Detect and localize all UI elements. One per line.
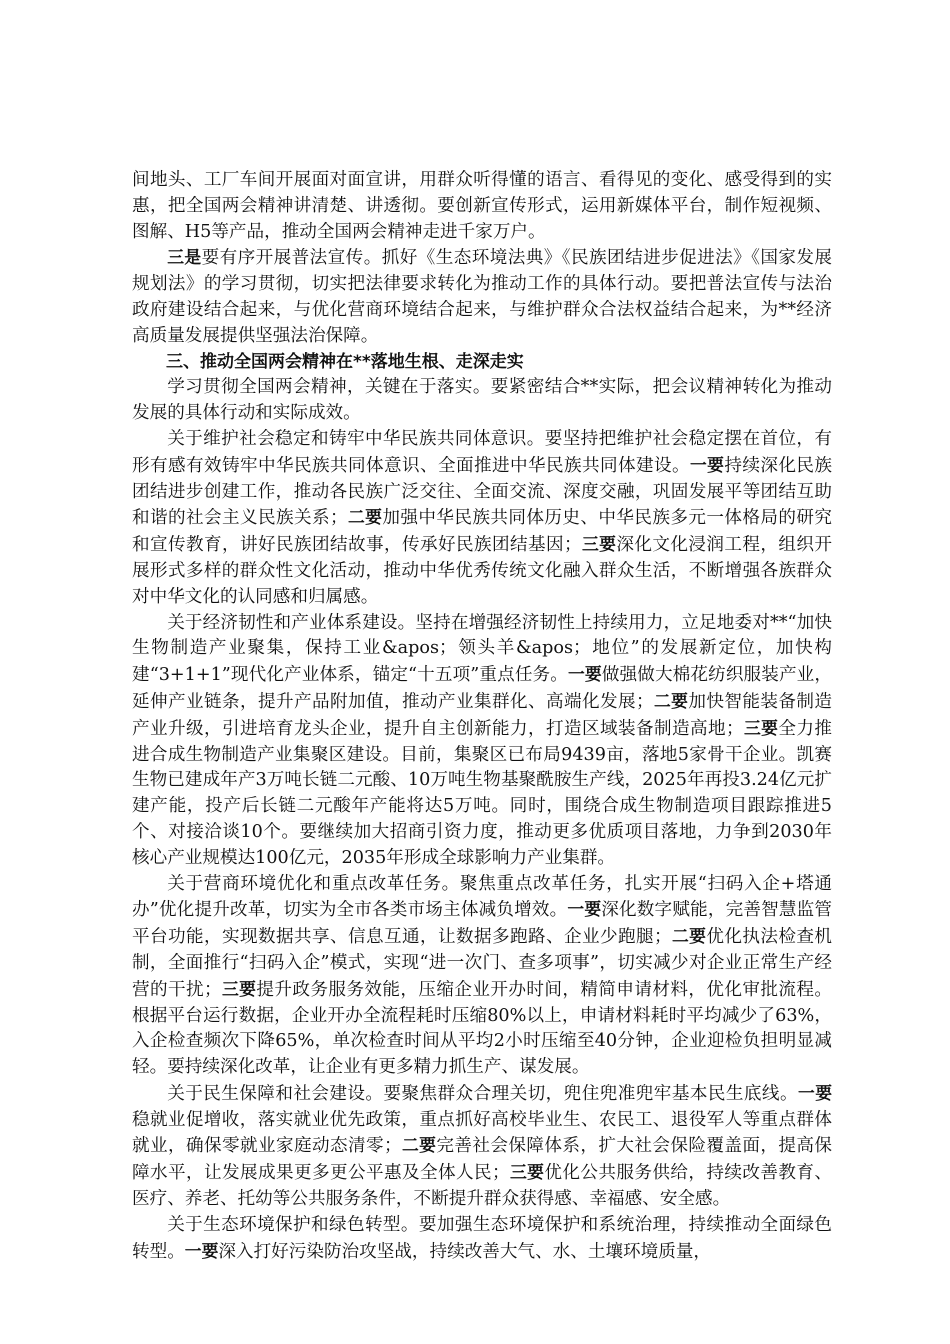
emphasis-second: 二要 [347,507,383,528]
paragraph-social-stability [132,427,832,611]
paragraph-text: 稳就业促增收，落实就业优先政策，重点抓好高校毕业生、农民工、退役军人等重点群体就业，确保零就业家庭动态清零； [132,1109,832,1157]
emphasis-first: 一要 [567,899,602,920]
paragraph-text: 要有序开展普法宣传。抓好《生态环境法典》《民族团结进步促进法》《国家发展规划法》的学习贯彻，切实把法律要求转化为推动工作的具体行动。要把普法宣传与法治政府建设结合起来，与优化营商环境结合起来，与维护群众合法权益结合起来，为**经济高质量发展提供坚强法治保障。 [132,248,832,346]
paragraph-text: 关于经济韧性和产业体系建设。坚持在增强经济韧性上持续用力，立足地委对**“加快生物制造产业聚集，保持工业&apos；领头羊&apos；地位”的发展新定位，加快构建“3+1+1”现代化产业体系，锚定“十五项”重点任务。 [132,612,832,686]
emphasis-third: 三要 [221,978,257,999]
paragraph-livelihood [132,1081,832,1213]
paragraph-text: 深入打好污染防治攻坚战，持续改善大气、水、土壤环境质量， [218,1241,712,1262]
paragraph-business-environment [132,872,832,1081]
paragraph-text: 优化执法检查机制，全面推行“扫码入企”模式，实现“进一次门、查多项事”，切实减少对企业正常生产经营的干扰； [132,927,832,1000]
emphasis-second: 二要 [653,690,689,711]
paragraph-text: 完善社会保障体系，扩大社会保险覆盖面，提高保障水平，让发展成果更多更公平惠及全体人民； [132,1136,832,1184]
paragraph-text: 深化文化浸润工程，组织开展形式多样的群众性文化活动，推动中华优秀传统文化融入群众生活，不断增强各族群众对中华文化的认同感和归属感。 [132,535,832,607]
paragraph-text: 间地头、工厂车间开展面对面宣讲，用群众听得懂的语言、看得见的变化、感受得到的实惠，把全国两会精神讲清楚、讲透彻。要创新宣传形式，运用新媒体平台，制作短视频、图解、H5等产品，推动全国两会精神走进千家万户。 [132,170,832,242]
paragraph-ecology [132,1213,832,1266]
paragraph-economy-industry [132,611,832,872]
paragraph-text: 优化公共服务供给，持续改善教育、医疗、养老、托幼等公共服务条件，不断提升群众获得感、幸福感、安全感。 [132,1163,832,1210]
paragraph-text: 关于生态环境保护和绿色转型。要加强生态环境保护和系统治理，持续推动全面绿色转型。 [132,1214,832,1262]
paragraph-text: 学习贯彻全国两会精神，关键在于落实。要紧密结合**实际，把会议精神转化为推动发展的具体行动和实际成效。 [132,377,832,424]
paragraph-intro [132,375,832,427]
paragraph-text: 加快智能装备制造产业升级，引进培育龙头企业，提升自主创新能力，打造区域装备制造高地； [132,691,832,739]
paragraph-text: 关于民生保障和社会建设。要聚焦群众合理关切，兜住兜准兜牢基本民生底线。 [167,1083,798,1104]
paragraph-continued [132,168,832,245]
paragraph-legal-publicity [132,245,832,349]
paragraph-text: 关于维护社会稳定和铸牢中华民族共同体意识。要坚持把维护社会稳定摆在首位，有形有感有效铸牢中华民族共同体意识、全面推进中华民族共同体建设。 [132,428,832,476]
emphasis-third: 三要 [743,717,779,738]
emphasis-first: 一要 [184,1240,219,1261]
section-heading: 三、推动全国两会精神在**落地生根、走深走实 [166,351,524,372]
paragraph-text: 持续深化民族团结进步创建工作，推动各民族广泛交往、全面交流、深度交融，巩固发展平等团结互助和谐的社会主义民族关系； [132,455,832,529]
paragraph-text: 深化数字赋能，完善智慧监管平台功能，实现数据共享、信息互通，让数据多跑路、企业少跑腿； [132,900,832,948]
paragraph-text: 做强做大棉花纺织服装产业，延伸产业链条，提升产品附加值，推动产业集群化、高端化发展； [132,665,832,712]
emphasis-third: 三要 [509,1162,545,1183]
paragraph-text: 全力推进合成生物制造产业集聚区建设。目前，集聚区已布局9439亩，落地5家骨干企业。凯赛生物已建成年产3万吨长链二元酸、10万吨生物基聚酰胺生产线，2025年再投3.24亿元扩建产能，投产后长链二元酸年产能将达5万吨。同时，围绕合成生物制造项目跟踪推进5个、对接洽谈10个。要继续加大招商引资力度，推动更多优质项目落地，力争到2030年核心产业规模达100亿元，2035年形成全球影响力产业集群。 [132,718,832,868]
document-body [132,168,832,1265]
paragraph-text: 提升政务服务效能，压缩企业开办时间，精简申请材料，优化审批流程。根据平台运行数据，企业开办全流程耗时压缩80%以上，申请材料耗时平均减少了63%，入企检查频次下降65%，单次检查时间从平均2小时压缩至40分钟，企业迎检负担明显减轻。要持续深化改革，让企业有更多精力抓生产、谋发展。 [132,979,832,1078]
paragraph-text: 关于营商环境优化和重点改革任务。聚焦重点改革任务，扎实开展“扫码入企+塔通办”优化提升改革，切实为全市各类市场主体减负增效。 [132,873,832,921]
emphasis-second: 二要 [671,926,707,947]
emphasis-second: 二要 [401,1135,437,1156]
emphasis-first: 一要 [797,1082,832,1103]
emphasis-third: 三要 [581,534,617,555]
emphasis-first: 一要 [690,454,725,475]
emphasis-first: 一要 [568,664,602,685]
paragraph-text: 加强中华民族共同体历史、中华民族多元一体格局的研究和宣传教育，讲好民族团结故事，传承好民族团结基因； [132,508,832,556]
emphasis-lead: 三是 [167,247,202,268]
